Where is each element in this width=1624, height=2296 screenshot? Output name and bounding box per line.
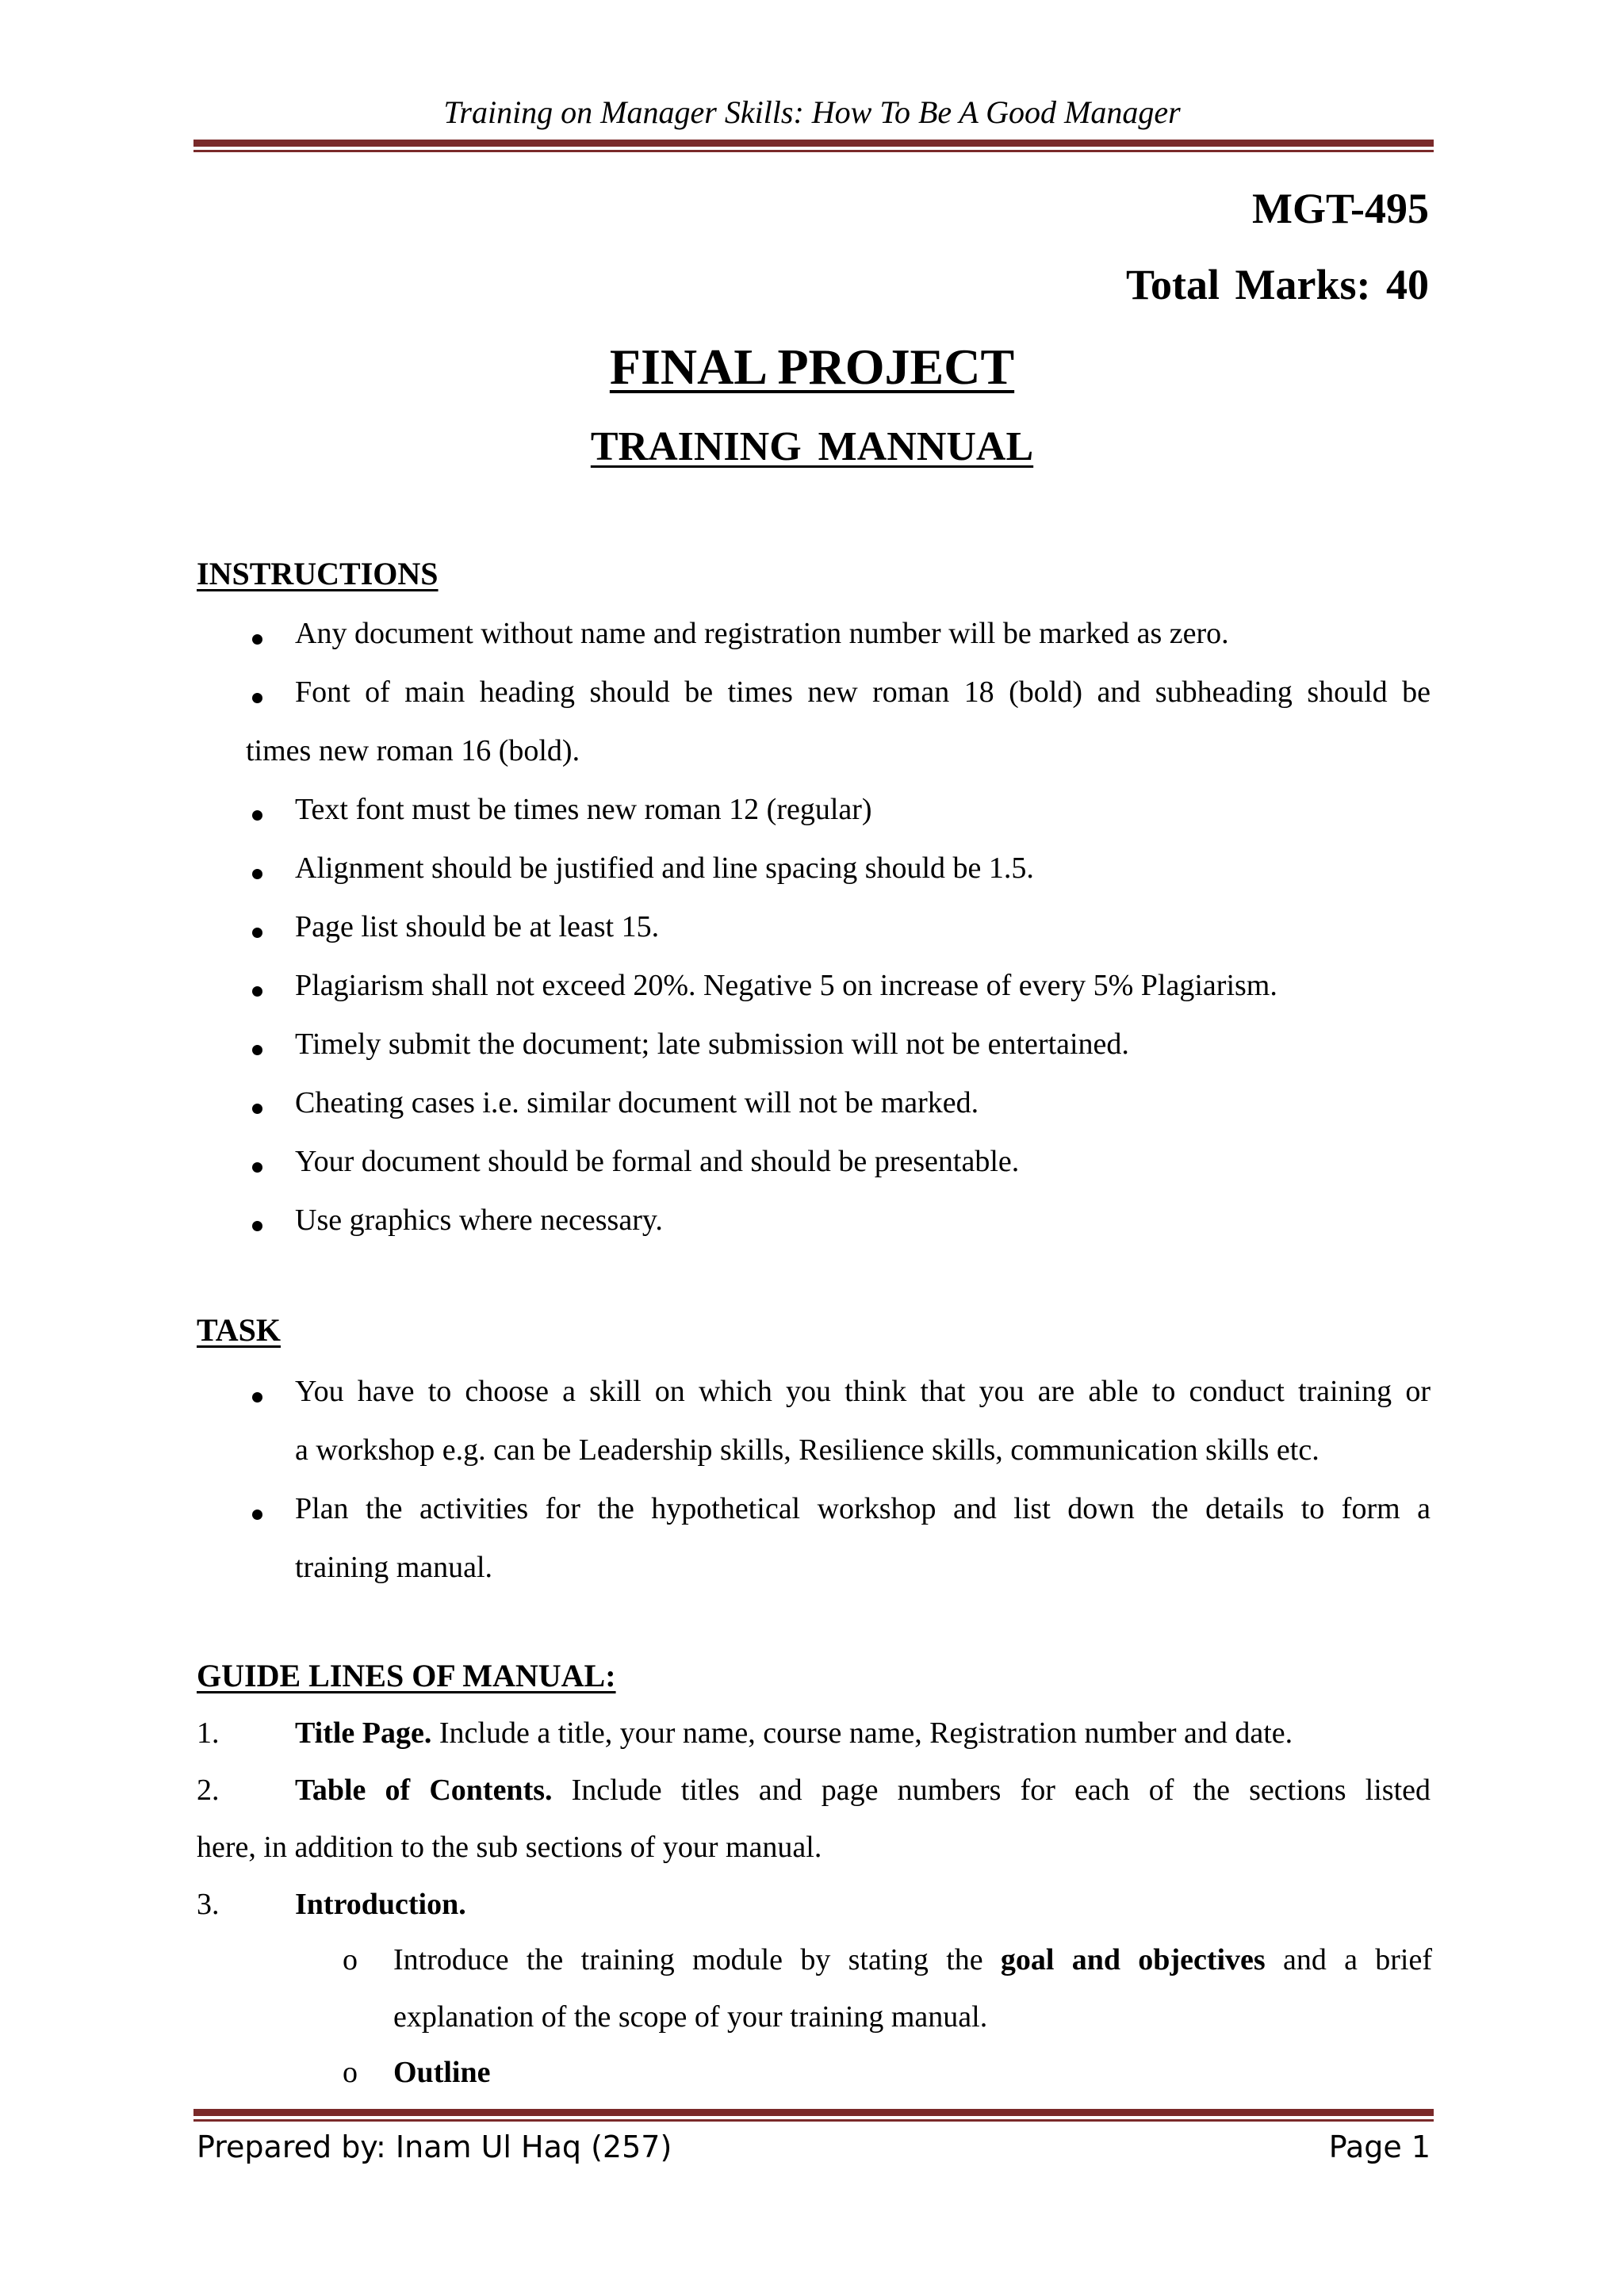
- instruction-item: Text font must be times new roman 12 (regular): [295, 793, 872, 826]
- bullet-icon: [252, 810, 262, 821]
- list-number: 3.: [197, 1888, 220, 1921]
- guideline-subitem-continued: explanation of the scope of your training manual.: [393, 2000, 988, 2034]
- circle-bullet-icon: o: [343, 1943, 358, 1976]
- subitem-bold: goal and objectives: [1000, 1943, 1266, 1976]
- list-number: 2.: [197, 1774, 220, 1807]
- instruction-item: Cheating cases i.e. similar document will not be marked.: [295, 1086, 979, 1119]
- bullet-icon: [252, 693, 262, 703]
- subitem-bold: Outline: [393, 2056, 491, 2089]
- subitem-text: and a brief: [1265, 1943, 1433, 1976]
- instructions-heading: INSTRUCTIONS: [197, 556, 439, 591]
- course-code: MGT-495: [1251, 185, 1429, 232]
- list-number: 1.: [197, 1716, 220, 1750]
- task-item-line: a workshop e.g. can be Leadership skills, Resilience skills, communication skills etc.: [295, 1433, 1320, 1467]
- instruction-item: Any document without name and registration number will be marked as zero.: [295, 617, 1229, 650]
- bullet-icon: [252, 634, 262, 645]
- bullet-icon: [252, 1162, 262, 1173]
- guideline-item-title: Title Page.: [295, 1716, 432, 1750]
- running-header-title: Training on Manager Skills: How To Be A Good Manager: [443, 94, 1181, 130]
- guideline-subitem: [393, 2055, 490, 2090]
- footer-rule: [193, 2109, 1434, 2122]
- footer-prepared-by: Prepared by: Inam Ul Haq (257): [197, 2130, 672, 2164]
- task-heading: TASK: [197, 1312, 281, 1348]
- total-marks: Total Marks: 40: [1125, 261, 1429, 308]
- bullet-icon: [252, 1221, 262, 1231]
- guideline-item: [295, 1773, 1431, 1808]
- bullet-icon: [252, 1510, 262, 1520]
- footer-page-number: Page 1: [1328, 2130, 1431, 2164]
- instruction-item: Alignment should be justified and line spacing should be 1.5.: [295, 851, 1034, 885]
- guideline-item: [295, 1887, 466, 1922]
- bullet-icon: [252, 869, 262, 879]
- main-title: FINAL PROJECT: [609, 339, 1015, 395]
- guidelines-heading: GUIDE LINES OF MANUAL:: [197, 1658, 616, 1693]
- guideline-item-title: Introduction.: [295, 1888, 466, 1921]
- instruction-item: Your document should be formal and should be presentable.: [295, 1145, 1020, 1178]
- task-item-line: You have to choose a skill on which you think that you are able to conduct training or: [295, 1375, 1431, 1408]
- guideline-item-text: Include titles and page numbers for each of the sections listed: [552, 1774, 1431, 1807]
- header-rule: [193, 140, 1434, 152]
- task-item-line: Plan the activities for the hypothetical workshop and list down the details to form a: [295, 1492, 1431, 1525]
- bullet-icon: [252, 928, 262, 938]
- instruction-item: Plagiarism shall not exceed 20%. Negative 5 on increase of every 5% Plagiarism.: [295, 969, 1277, 1002]
- guideline-subitem: [393, 1942, 1432, 1977]
- circle-bullet-icon: o: [343, 2056, 358, 2089]
- bullet-icon: [252, 986, 262, 997]
- guideline-item-continued: here, in addition to the sub sections of your manual.: [197, 1831, 822, 1864]
- task-item-line: training manual.: [295, 1551, 493, 1584]
- bullet-icon: [252, 1045, 262, 1055]
- instruction-item: Page list should be at least 15.: [295, 910, 660, 943]
- guideline-item-title: Table of Contents.: [295, 1774, 553, 1807]
- instruction-item: Font of main heading should be times new roman 18 (bold) and subheading should be: [295, 675, 1431, 709]
- instruction-item: Use graphics where necessary.: [295, 1203, 663, 1237]
- guideline-item: [295, 1716, 1293, 1751]
- bullet-icon: [252, 1392, 262, 1402]
- instruction-item: Timely submit the document; late submission will not be entertained.: [295, 1027, 1129, 1061]
- sub-title: TRAINING MANNUAL: [590, 424, 1034, 469]
- guideline-item-text: Include a title, your name, course name, Registration number and date.: [431, 1716, 1293, 1750]
- subitem-text: Introduce the training module by stating the: [393, 1943, 1001, 1976]
- instruction-item-continued: times new roman 16 (bold).: [246, 734, 580, 767]
- bullet-icon: [252, 1104, 262, 1114]
